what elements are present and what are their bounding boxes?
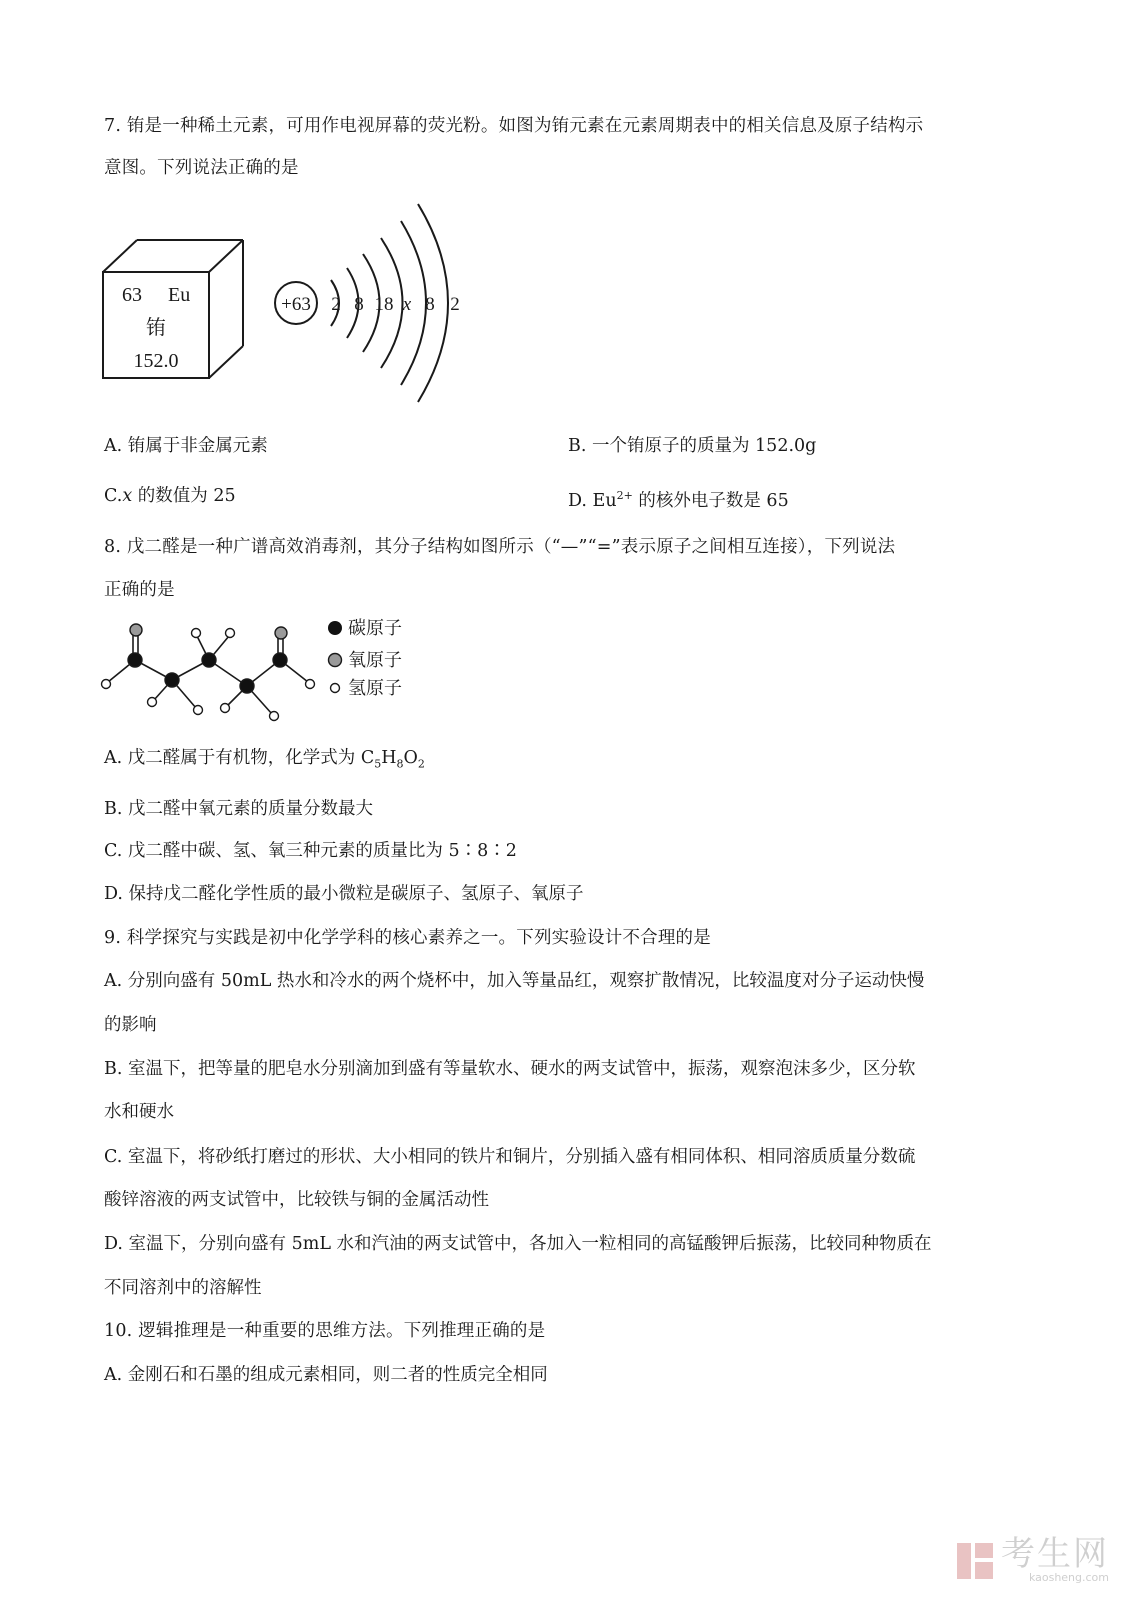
q7-option-b: B. 一个铕原子的质量为 152.0g — [568, 436, 817, 456]
legend-hydrogen-marker — [331, 684, 340, 693]
q7-option-d-text: 的核外电子数是 65 — [632, 490, 789, 511]
q9-option-c-line2: 酸锌溶液的两支试管中，比较铁与铜的金属活动性 — [104, 1190, 489, 1210]
carbon-atom — [273, 653, 287, 667]
watermark-text: 考生网 — [1001, 1534, 1109, 1574]
legend-oxygen-marker — [329, 654, 342, 667]
hydrogen-atom — [192, 629, 201, 638]
q9-stem: 9. 科学探究与实践是初中化学学科的核心素养之一。下列实验设计不合理的是 — [104, 928, 711, 948]
q7-option-c-variable: x — [122, 486, 133, 506]
carbon-atom — [128, 653, 142, 667]
q7-option-d — [568, 484, 789, 513]
q9-option-d-line1: D. 室温下，分别向盛有 5mL 水和汽油的两支试管中，各加入一粒相同的高锰酸钾后振荡，比较同种物质在 — [104, 1234, 932, 1254]
shell-electrons-2: 8 — [354, 294, 364, 315]
oxygen-atom — [275, 627, 287, 639]
element-symbol: Eu — [168, 284, 191, 306]
q9-option-a-line1: A. 分别向盛有 50mL 热水和冷水的两个烧杯中，加入等量品红，观察扩散情况，比较温度对分子运动快慢 — [104, 971, 925, 991]
hydrogen-atom — [221, 704, 230, 713]
q9-option-d-line2: 不同溶剂中的溶解性 — [104, 1278, 262, 1298]
europium-atom-structure-diagram — [268, 196, 468, 410]
carbon-atom — [240, 679, 254, 693]
q7-option-d-ion: Eu — [592, 490, 617, 511]
q7-stem-line1: 7. 铕是一种稀土元素，可用作电视屏幕的荧光粉。如图为铕元素在元素周期表中的相关信息及原子结构示 — [104, 116, 924, 136]
carbon-atom — [165, 673, 179, 687]
oxygen-atom — [130, 624, 142, 636]
q9-option-b-line1: B. 室温下，把等量的肥皂水分别滴加到盛有等量软水、硬水的两支试管中，振荡，观察泡沫多少，区分软 — [104, 1059, 916, 1079]
q7-option-c-prefix: C. — [104, 486, 123, 506]
q7-option-a: A. 铕属于非金属元素 — [104, 436, 268, 456]
hydrogen-atom — [270, 712, 279, 721]
q8-option-b: B. 戊二醛中氧元素的质量分数最大 — [104, 799, 373, 819]
shell-electrons-5: 8 — [425, 294, 435, 315]
legend-oxygen-label: 氧原子 — [348, 650, 402, 671]
q8-option-a-h-count: 8 — [396, 757, 404, 771]
nucleus-charge: +63 — [281, 294, 311, 315]
q8-option-a-o-letter: O — [403, 748, 418, 768]
q8-option-c: C. 戊二醛中碳、氢、氧三种元素的质量比为 5∶8∶2 — [104, 841, 517, 861]
q8-stem-line2: 正确的是 — [104, 580, 175, 600]
q8-option-a-prefix: A. 戊二醛属于有机物，化学式为 C — [104, 748, 375, 768]
hydrogen-atom — [102, 680, 111, 689]
q9-option-c-line1: C. 室温下，将砂纸打磨过的形状、大小相同的铁片和铜片，分别插入盛有相同体积、相同溶质质量分数硫 — [104, 1147, 916, 1167]
legend-carbon-label: 碳原子 — [348, 618, 402, 639]
hydrogen-atom — [148, 698, 157, 707]
legend-carbon-marker — [328, 621, 342, 635]
europium-element-card — [100, 236, 248, 382]
q8-option-a-h-letter: H — [381, 748, 397, 768]
q8-option-d: D. 保持戊二醛化学性质的最小微粒是碳原子、氢原子、氧原子 — [104, 884, 584, 904]
hydrogen-atom — [226, 629, 235, 638]
q8-option-a — [104, 746, 425, 777]
q8-option-a-o-count: 2 — [417, 757, 425, 771]
element-atomic-number: 63 — [122, 284, 142, 306]
hydrogen-atom — [306, 680, 315, 689]
q7-option-d-prefix: D. — [568, 490, 593, 511]
q7-stem-line2: 意图。下列说法正确的是 — [104, 158, 299, 178]
watermark — [955, 1534, 1109, 1584]
shell-electrons-6: 2 — [450, 294, 460, 315]
q9-option-a-line2: 的影响 — [104, 1015, 157, 1035]
q8-option-a-c-count: 5 — [374, 757, 382, 771]
shell-electrons-3: 18 — [374, 294, 394, 315]
watermark-subtext: kaosheng.com — [1028, 1571, 1109, 1584]
q7-option-c-text: 的数值为 25 — [132, 486, 236, 506]
q8-stem-line1: 8. 戊二醛是一种广谱高效消毒剂，其分子结构如图所示（“—”“=”表示原子之间相互连接），下列说法 — [104, 537, 896, 557]
q7-option-d-charge: 2+ — [616, 489, 633, 502]
element-name: 铕 — [146, 317, 166, 339]
watermark-logo-icon — [955, 1541, 995, 1581]
legend-hydrogen-label: 氢原子 — [348, 678, 402, 699]
q9-option-b-line2: 水和硬水 — [104, 1102, 174, 1122]
hydrogen-atom — [194, 706, 203, 715]
shell-electrons-1: 2 — [331, 294, 341, 315]
element-atomic-mass: 152.0 — [133, 350, 179, 372]
q7-option-c — [104, 484, 236, 508]
q10-option-a: A. 金刚石和石墨的组成元素相同，则二者的性质完全相同 — [104, 1365, 548, 1385]
carbon-atom — [202, 653, 216, 667]
shell-electrons-4: x — [402, 294, 412, 315]
q10-stem: 10. 逻辑推理是一种重要的思维方法。下列推理正确的是 — [104, 1321, 546, 1341]
